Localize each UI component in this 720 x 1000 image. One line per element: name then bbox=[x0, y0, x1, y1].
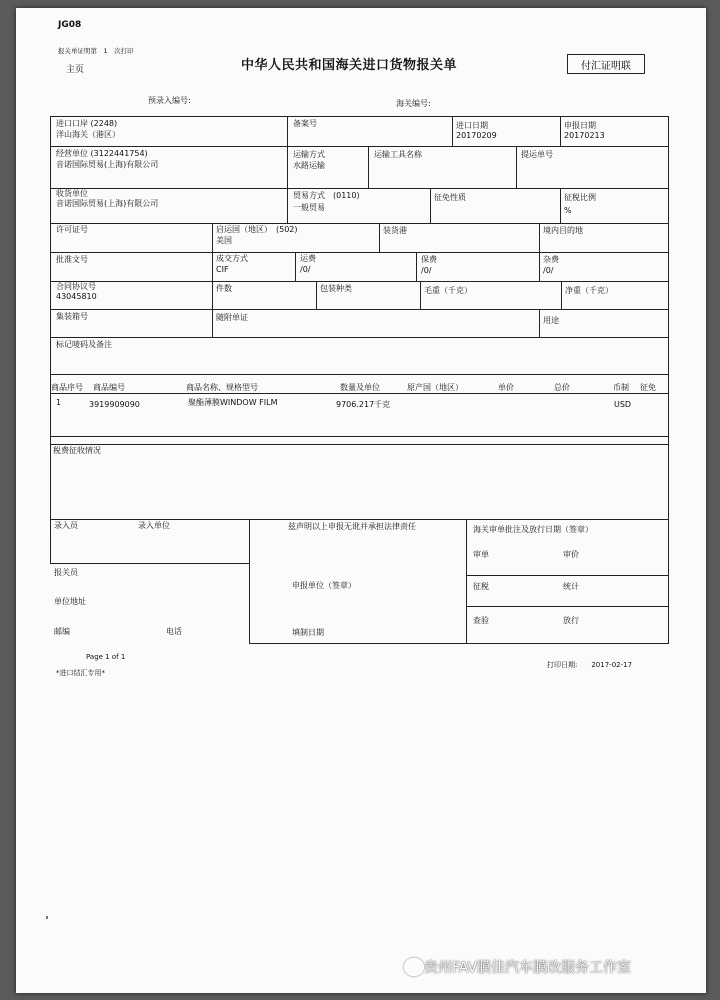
pieces-label: 件数 bbox=[216, 284, 232, 293]
operator-value: 音诺国际贸易(上海)有限公司 bbox=[56, 160, 159, 169]
pre-entry-label: 预录入编号: bbox=[148, 96, 191, 105]
tax-section-label: 税费征收情况 bbox=[53, 446, 101, 455]
insurance-label: 保费 bbox=[421, 255, 437, 264]
contract-value: 43045810 bbox=[56, 292, 97, 301]
import-date-label: 进口日期 bbox=[456, 121, 488, 130]
payment-proof-badge: 付汇证明联 bbox=[567, 54, 645, 74]
insurance-value: /0/ bbox=[421, 266, 432, 275]
port-value: 洋山海关（港区） bbox=[56, 130, 120, 139]
goods-header-currency: 币制 bbox=[613, 383, 629, 392]
goods-header-total: 总价 bbox=[554, 383, 570, 392]
declare-date-label: 申报日期 bbox=[564, 121, 596, 130]
tax-nature-label: 征免性质 bbox=[434, 193, 466, 202]
declaration-box bbox=[249, 519, 467, 644]
fill-date-label: 填制日期 bbox=[292, 628, 324, 637]
home-link[interactable]: 主页 bbox=[66, 65, 85, 75]
tax-section bbox=[50, 436, 669, 520]
declaration-text: 兹声明以上申报无讹并承担法律责任 bbox=[288, 522, 416, 531]
package-label: 包装种类 bbox=[320, 284, 352, 293]
transport-label: 运输方式 bbox=[293, 150, 325, 159]
loading-port-label: 装货港 bbox=[383, 226, 407, 235]
margin-mark bbox=[46, 916, 48, 919]
phone-label: 电话 bbox=[166, 627, 182, 636]
export-note: *进口结汇专用* bbox=[56, 669, 105, 677]
goods-header-exempt: 征免 bbox=[640, 383, 656, 392]
freight-value: /0/ bbox=[300, 265, 311, 274]
declare-date-value: 20170213 bbox=[564, 131, 605, 140]
goods-seq: 1 bbox=[56, 398, 62, 407]
consignee-label: 收货单位 bbox=[56, 189, 88, 198]
destination-label: 境内目的地 bbox=[543, 226, 583, 235]
goods-header-code: 商品编号 bbox=[93, 383, 125, 392]
goods-header-seq: 商品序号 bbox=[51, 383, 83, 392]
trade-label: 贸易方式 (0110) bbox=[293, 191, 360, 200]
goods-name: 聚酯薄膜WINDOW FILM bbox=[188, 398, 278, 407]
contract-label: 合同协议号 bbox=[56, 282, 96, 291]
entry-person-label: 录入员 bbox=[54, 521, 78, 530]
unit-address-label: 单位地址 bbox=[54, 597, 86, 606]
print-date: 打印日期: 2017-02-17 bbox=[547, 661, 633, 669]
misc-label: 杂费 bbox=[543, 255, 559, 264]
origin-country-label: 启运国（地区） (502) bbox=[216, 225, 298, 234]
deal-label: 成交方式 bbox=[216, 254, 248, 263]
goods-currency: USD bbox=[614, 400, 632, 409]
tax-collect-label: 征税 bbox=[473, 582, 489, 591]
bill-label: 提运单号 bbox=[521, 150, 553, 159]
goods-header-price: 单价 bbox=[498, 383, 514, 392]
origin-country-value: 美国 bbox=[216, 236, 232, 245]
entry-unit-label: 录入单位 bbox=[138, 521, 170, 530]
goods-qty: 9706.217千克 bbox=[336, 400, 391, 409]
misc-value: /0/ bbox=[543, 266, 554, 275]
port-label: 进口口岸 (2248) bbox=[56, 119, 118, 128]
transport-value: 水路运输 bbox=[293, 161, 325, 170]
import-date-value: 20170209 bbox=[456, 131, 497, 140]
declare-unit-label: 申报单位（签章） bbox=[292, 581, 356, 590]
release-label: 放行 bbox=[563, 616, 579, 625]
deal-value: CIF bbox=[216, 265, 229, 274]
price-review-label: 审价 bbox=[563, 550, 579, 559]
approval-label: 批准文号 bbox=[56, 255, 88, 264]
page-title: 中华人民共和国海关进口货物报关单 bbox=[241, 58, 458, 73]
tax-ratio-value: % bbox=[564, 206, 572, 215]
tax-ratio-label: 征税比例 bbox=[564, 193, 596, 202]
freight-label: 运费 bbox=[300, 254, 316, 263]
goods-header-name: 商品名称、规格型号 bbox=[186, 383, 258, 392]
use-label: 用途 bbox=[543, 316, 559, 325]
document-page bbox=[16, 8, 706, 993]
vehicle-label: 运输工具名称 bbox=[374, 150, 422, 159]
docs-label: 随附单证 bbox=[216, 313, 248, 322]
declarant-label: 报关员 bbox=[54, 568, 78, 577]
net-weight-label: 净重（千克） bbox=[565, 286, 613, 295]
customs-number-label: 海关编号: bbox=[396, 99, 431, 108]
postcode-label: 邮编 bbox=[54, 627, 70, 636]
gross-weight-label: 毛重（千克） bbox=[424, 286, 472, 295]
watermark-text: 贵州FAV膜佳汽车膜改服务工作室 bbox=[424, 960, 632, 976]
inspect-label: 查验 bbox=[473, 616, 489, 625]
container-label: 集装箱号 bbox=[56, 312, 88, 321]
audit-label: 审单 bbox=[473, 550, 489, 559]
consignee-value: 音诺国际贸易(上海)有限公司 bbox=[56, 199, 159, 208]
goods-header-origin: 原产国（地区） bbox=[407, 383, 463, 392]
print-count-line: 报关单证明第 1 次打印 bbox=[58, 47, 134, 55]
operator-label: 经营单位 (3122441754) bbox=[56, 149, 148, 158]
page-indicator: Page 1 of 1 bbox=[86, 653, 126, 661]
goods-header-qty: 数量及单位 bbox=[340, 383, 380, 392]
statistics-label: 统计 bbox=[563, 582, 579, 591]
customs-review-title: 海关审单批注及放行日期（签章） bbox=[473, 525, 593, 534]
marks-label: 标记唛码及备注 bbox=[56, 340, 112, 349]
goods-code: 3919909090 bbox=[89, 400, 140, 409]
trade-value: 一般贸易 bbox=[293, 203, 325, 212]
wechat-icon bbox=[404, 958, 424, 976]
license-label: 许可证号 bbox=[56, 225, 88, 234]
form-code: JG08 bbox=[58, 20, 82, 30]
record-label: 备案号 bbox=[293, 119, 317, 128]
